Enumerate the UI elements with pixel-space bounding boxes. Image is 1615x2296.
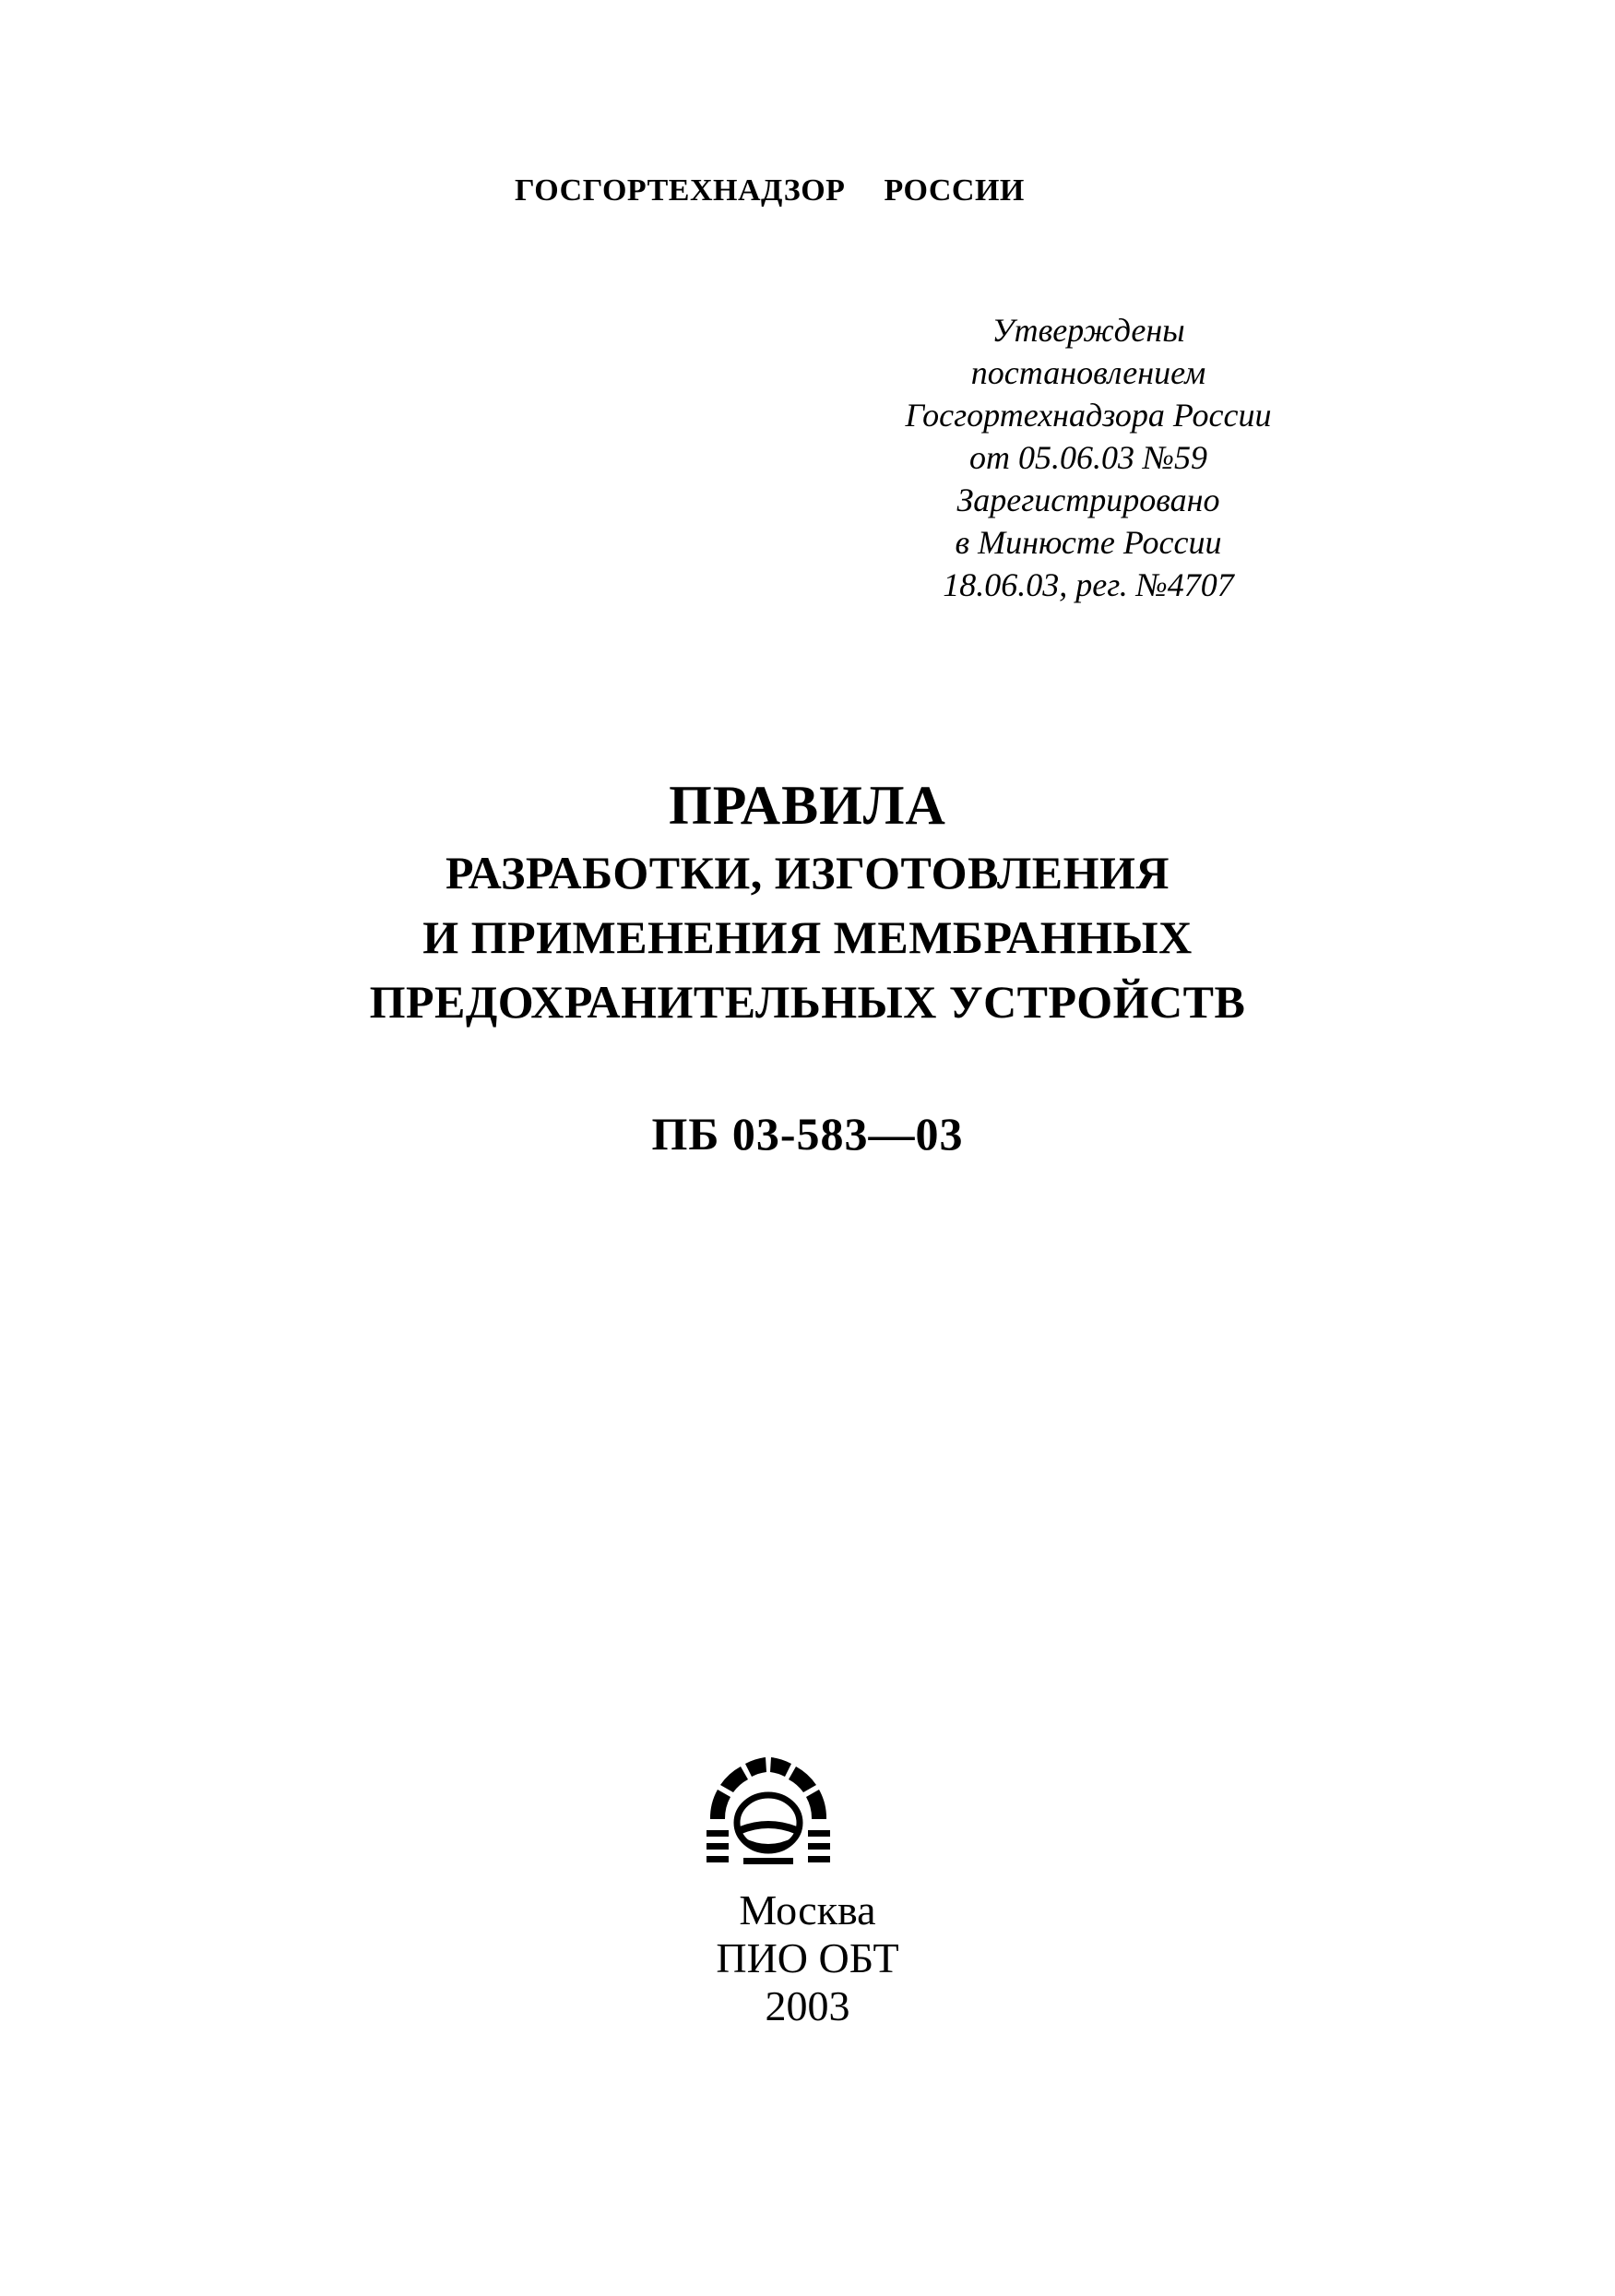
- approval-line: постановлением: [970, 354, 1206, 391]
- imprint-city: Москва: [739, 1886, 876, 1933]
- imprint-publisher: ПИО ОБТ: [716, 1934, 899, 1981]
- agency-name: ГОСГОРТЕХНАДЗОР: [515, 173, 846, 208]
- title-main: ПРАВИЛА: [669, 775, 946, 836]
- agency-header: [515, 173, 1025, 208]
- document-title: [0, 770, 1615, 1034]
- document-code: ПБ 03-583—03: [651, 1108, 964, 1160]
- approval-line: Утверждены: [992, 312, 1185, 349]
- imprint-block: [0, 1886, 1615, 2030]
- approval-line: 18.06.03, рег. №4707: [943, 566, 1234, 603]
- approval-line: в Минюсте России: [955, 524, 1222, 561]
- publisher-logo-icon: [690, 1734, 847, 1891]
- agency-country: РОССИИ: [884, 173, 1025, 208]
- title-subline: РАЗРАБОТКИ, ИЗГОТОВЛЕНИЯ: [445, 847, 1170, 898]
- title-subline: И ПРИМЕНЕНИЯ МЕМБРАННЫХ: [422, 911, 1193, 963]
- imprint-year: 2003: [765, 1982, 850, 2029]
- approval-line: Госгортехнадзора России: [905, 397, 1272, 434]
- approval-line: от 05.06.03 №59: [969, 439, 1207, 476]
- title-subline: ПРЕДОХРАНИТЕЛЬНЫХ УСТРОЙСТВ: [369, 976, 1246, 1028]
- approval-line: Зарегистрировано: [956, 482, 1220, 518]
- approval-block: [876, 309, 1300, 606]
